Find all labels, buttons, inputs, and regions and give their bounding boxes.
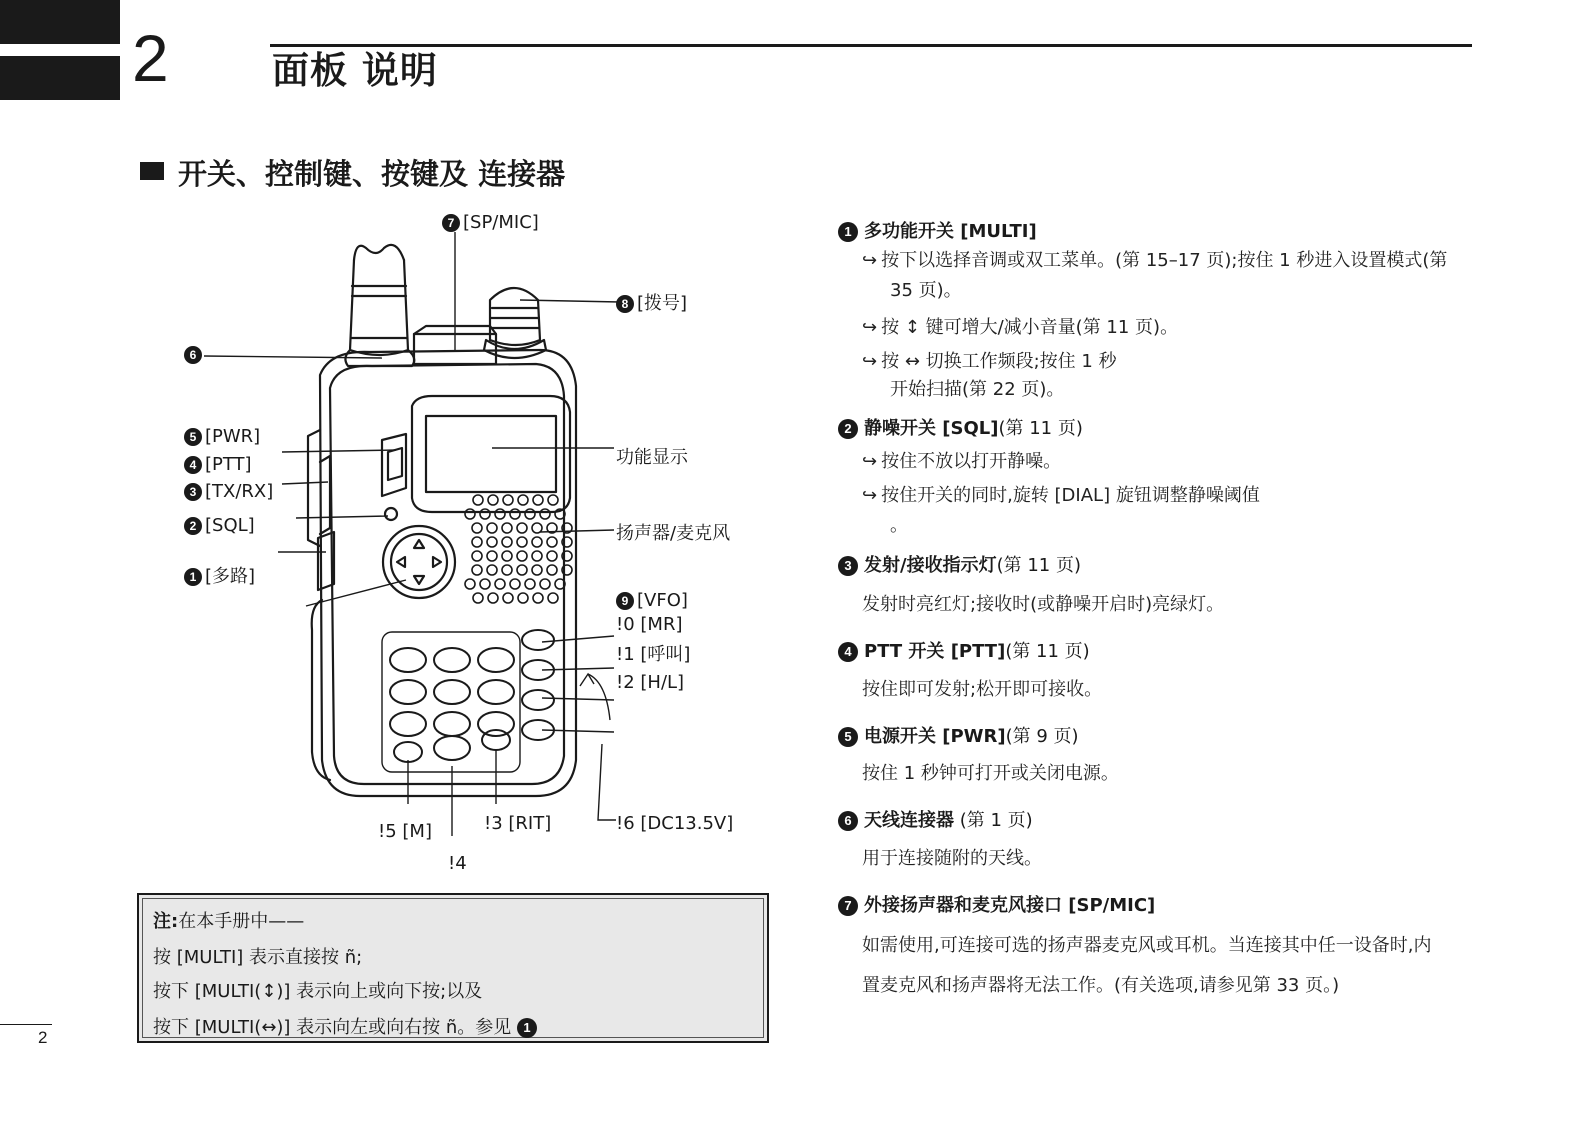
item-page-ref: (第 11 页) bbox=[1005, 641, 1090, 662]
speaker-hole bbox=[465, 509, 475, 519]
speaker-hole bbox=[502, 551, 512, 561]
radio-illustration bbox=[170, 200, 640, 880]
keypad-key bbox=[478, 648, 514, 672]
item-line-text: 按住开关的同时,旋转 [DIAL] 旋钮调整静噪阈值 bbox=[881, 485, 1260, 506]
speaker-hole bbox=[472, 551, 482, 561]
callout-badge-1: 1 bbox=[184, 568, 202, 586]
item-line bbox=[890, 511, 908, 537]
item-line bbox=[862, 931, 1431, 957]
keypad-key bbox=[390, 680, 426, 704]
label-hl: !2 [H/L] bbox=[616, 672, 685, 693]
item-line-text: 按住 1 秒钟可打开或关闭电源。 bbox=[862, 763, 1119, 784]
speaker-hole bbox=[480, 579, 490, 589]
item-page-ref: (第 11 页) bbox=[998, 418, 1083, 439]
label-antenna bbox=[184, 344, 205, 366]
keypad-key bbox=[434, 736, 470, 760]
item-heading-2 bbox=[838, 414, 1083, 440]
speaker-hole bbox=[488, 593, 498, 603]
label-sp-mic bbox=[442, 212, 539, 234]
label-call: !1 [呼叫] bbox=[616, 644, 691, 665]
label-keypad: !4 bbox=[448, 853, 467, 874]
item-heading-3 bbox=[838, 551, 1081, 577]
label-vfo bbox=[616, 590, 688, 612]
chapter-tab-bar-bottom bbox=[0, 56, 120, 100]
item-line bbox=[862, 246, 1447, 272]
keypad-key bbox=[390, 712, 426, 736]
speaker-hole bbox=[525, 509, 535, 519]
speaker-hole bbox=[510, 579, 520, 589]
item-number-badge: 7 bbox=[838, 896, 858, 916]
item-line-text: 用于连接随附的天线。 bbox=[862, 848, 1042, 869]
section-title: 开关、控制键、按键及 连接器 bbox=[178, 157, 566, 191]
keypad-key bbox=[434, 648, 470, 672]
arrow-icon: ↪ bbox=[862, 351, 878, 372]
item-line-text: 35 页)。 bbox=[890, 280, 962, 301]
callout-badge-4: 4 bbox=[184, 456, 202, 474]
speaker-hole bbox=[547, 537, 557, 547]
keypad-key bbox=[482, 730, 510, 750]
speaker-hole bbox=[503, 495, 513, 505]
item-heading-4 bbox=[838, 637, 1090, 663]
item-heading-5 bbox=[838, 722, 1079, 748]
arrow-icon: ↪ bbox=[862, 485, 878, 506]
section-bullet-icon bbox=[140, 162, 164, 180]
speaker-hole bbox=[502, 565, 512, 575]
speaker-hole bbox=[532, 537, 542, 547]
callout-badge-6: 6 bbox=[184, 346, 202, 364]
speaker-hole bbox=[473, 495, 483, 505]
speaker-hole bbox=[495, 579, 505, 589]
speaker-hole bbox=[518, 593, 528, 603]
speaker-hole bbox=[548, 495, 558, 505]
label-dial-text: [拨号] bbox=[637, 293, 688, 314]
speaker-hole bbox=[465, 579, 475, 589]
item-title: 静噪开关 [SQL] bbox=[864, 418, 999, 439]
label-multi bbox=[184, 566, 255, 588]
speaker-hole bbox=[472, 537, 482, 547]
note-line-3: 按下 [MULTI(↕)] 表示向上或向下按;以及 bbox=[153, 981, 483, 1002]
item-heading-1 bbox=[838, 217, 1037, 243]
item-heading-6 bbox=[838, 806, 1033, 832]
speaker-hole bbox=[487, 551, 497, 561]
label-sql bbox=[184, 515, 255, 537]
item-page-ref: (第 11 页) bbox=[996, 555, 1081, 576]
item-page-ref: (第 1 页) bbox=[954, 810, 1033, 831]
item-title: 发射/接收指示灯 bbox=[864, 555, 997, 576]
item-line-text: 按住即可发射;松开即可接收。 bbox=[862, 679, 1103, 700]
item-line-text: 按住不放以打开静噪。 bbox=[881, 451, 1062, 472]
item-line-text: 如需使用,可连接可选的扬声器麦克风或耳机。当连接其中任一设备时,内 bbox=[862, 935, 1432, 956]
label-txrx-text: [TX/RX] bbox=[205, 481, 274, 502]
note-box bbox=[137, 893, 769, 1043]
item-line bbox=[862, 675, 1102, 701]
item-line bbox=[862, 447, 1061, 473]
keypad-key bbox=[478, 680, 514, 704]
speaker-hole bbox=[533, 495, 543, 505]
item-line-text: 开始扫描(第 22 页)。 bbox=[890, 379, 1065, 400]
speaker-hole bbox=[532, 551, 542, 561]
speaker-hole bbox=[473, 593, 483, 603]
arrow-icon: ↪ bbox=[862, 317, 878, 338]
item-line-text: 按 ↔ 切换工作频段;按住 1 秒 bbox=[881, 351, 1117, 372]
item-line bbox=[862, 313, 1178, 339]
item-number-badge: 3 bbox=[838, 556, 858, 576]
speaker-hole bbox=[510, 509, 520, 519]
speaker-hole bbox=[472, 523, 482, 533]
speaker-hole bbox=[540, 509, 550, 519]
label-dc: !6 [DC13.5V] bbox=[616, 813, 734, 834]
label-txrx bbox=[184, 481, 273, 503]
label-pwr-text: [PWR] bbox=[205, 426, 261, 447]
label-dial bbox=[616, 293, 687, 315]
speaker-hole bbox=[547, 565, 557, 575]
item-title: 天线连接器 bbox=[864, 810, 954, 831]
speaker-hole bbox=[503, 593, 513, 603]
note-line-4-text: 按下 [MULTI(↔)] 表示向左或向右按 ñ。参见 bbox=[153, 1017, 512, 1038]
item-title: 多功能开关 [MULTI] bbox=[864, 221, 1037, 242]
keypad-key bbox=[434, 680, 470, 704]
speaker-hole bbox=[472, 565, 482, 575]
speaker-hole bbox=[480, 509, 490, 519]
label-sp-mic-text: [SP/MIC] bbox=[463, 212, 539, 233]
speaker-hole bbox=[517, 551, 527, 561]
note-line-1 bbox=[153, 907, 304, 933]
speaker-hole bbox=[548, 593, 558, 603]
item-title: 外接扬声器和麦克风接口 [SP/MIC] bbox=[864, 895, 1156, 916]
item-line-text: 按 ↕ 键可增大/减小音量(第 11 页)。 bbox=[881, 317, 1179, 338]
item-line-text: 按下以选择音调或双工菜单。(第 15–17 页);按住 1 秒进入设置模式(第 bbox=[881, 250, 1448, 271]
side-key bbox=[522, 690, 554, 710]
side-key bbox=[522, 630, 554, 650]
arrow-icon: ↪ bbox=[862, 451, 878, 472]
speaker-hole bbox=[487, 537, 497, 547]
page-number: 2 bbox=[38, 1028, 48, 1047]
callout-badge-3: 3 bbox=[184, 483, 202, 501]
label-mr: !0 [MR] bbox=[616, 614, 683, 635]
item-line bbox=[862, 481, 1260, 507]
item-title: 电源开关 [PWR] bbox=[864, 726, 1006, 747]
item-line-text: 置麦克风和扬声器将无法工作。(有关选项,请参见第 33 页。) bbox=[862, 975, 1340, 996]
chapter-tab-bar-top bbox=[0, 0, 120, 44]
item-line bbox=[890, 375, 1064, 401]
label-rit: !3 [RIT] bbox=[484, 813, 552, 834]
speaker-hole bbox=[487, 565, 497, 575]
speaker-hole bbox=[502, 523, 512, 533]
item-line bbox=[862, 759, 1119, 785]
item-line bbox=[862, 971, 1339, 997]
label-multi-text: [多路] bbox=[205, 566, 256, 587]
note-line-2: 按 [MULTI] 表示直接按 ñ; bbox=[153, 947, 363, 968]
label-m: !5 [M] bbox=[378, 821, 432, 842]
speaker-hole bbox=[502, 537, 512, 547]
item-line-text: 。 bbox=[890, 515, 908, 536]
item-line-text: 发射时亮红灯;接收时(或静噪开启时)亮绿灯。 bbox=[862, 594, 1225, 615]
speaker-hole bbox=[517, 523, 527, 533]
header-rule bbox=[270, 44, 1472, 47]
speaker-hole bbox=[532, 565, 542, 575]
speaker-hole bbox=[517, 565, 527, 575]
keypad-key bbox=[478, 712, 514, 736]
speaker-hole bbox=[517, 537, 527, 547]
label-vfo-text: [VFO] bbox=[637, 590, 688, 611]
item-line bbox=[890, 276, 962, 302]
label-pwr bbox=[184, 426, 260, 448]
item-heading-7 bbox=[838, 891, 1155, 917]
label-sql-text: [SQL] bbox=[205, 515, 255, 536]
item-line bbox=[862, 590, 1224, 616]
arrow-icon: ↪ bbox=[862, 250, 878, 271]
item-number-badge: 1 bbox=[838, 222, 858, 242]
keypad-key bbox=[394, 742, 422, 762]
item-number-badge: 5 bbox=[838, 727, 858, 747]
item-number-badge: 6 bbox=[838, 811, 858, 831]
speaker-hole bbox=[487, 523, 497, 533]
label-ptt bbox=[184, 454, 252, 476]
item-number-badge: 4 bbox=[838, 642, 858, 662]
note-line-1-text: 在本手册中—— bbox=[178, 911, 305, 932]
chapter-number: 2 bbox=[132, 21, 169, 95]
callout-badge-8: 8 bbox=[616, 295, 634, 313]
callout-badge-7: 7 bbox=[442, 214, 460, 232]
callout-badge-5: 5 bbox=[184, 428, 202, 446]
label-speaker-mic: 扬声器/麦克风 bbox=[616, 523, 731, 544]
note-title: 注: bbox=[153, 911, 179, 932]
speaker-hole bbox=[518, 495, 528, 505]
speaker-hole bbox=[540, 579, 550, 589]
speaker-hole bbox=[525, 579, 535, 589]
callout-badge-9: 9 bbox=[616, 592, 634, 610]
item-page-ref: (第 9 页) bbox=[1005, 726, 1079, 747]
item-line bbox=[862, 844, 1042, 870]
note-line-4 bbox=[153, 1013, 543, 1039]
callout-badge-2: 2 bbox=[184, 517, 202, 535]
keypad-outline bbox=[382, 632, 520, 772]
item-line bbox=[862, 347, 1117, 373]
speaker-hole bbox=[488, 495, 498, 505]
item-number-badge: 2 bbox=[838, 419, 858, 439]
speaker-hole bbox=[547, 551, 557, 561]
page-rule bbox=[0, 1024, 52, 1025]
note-ref-badge: 1 bbox=[517, 1018, 537, 1038]
chapter-title: 面板 说明 bbox=[272, 49, 438, 92]
keypad-key bbox=[390, 648, 426, 672]
label-function-display: 功能显示 bbox=[616, 447, 688, 468]
item-title: PTT 开关 [PTT] bbox=[864, 641, 1006, 662]
label-ptt-text: [PTT] bbox=[205, 454, 252, 475]
speaker-hole bbox=[495, 509, 505, 519]
speaker-hole bbox=[533, 593, 543, 603]
keypad-key bbox=[434, 712, 470, 736]
